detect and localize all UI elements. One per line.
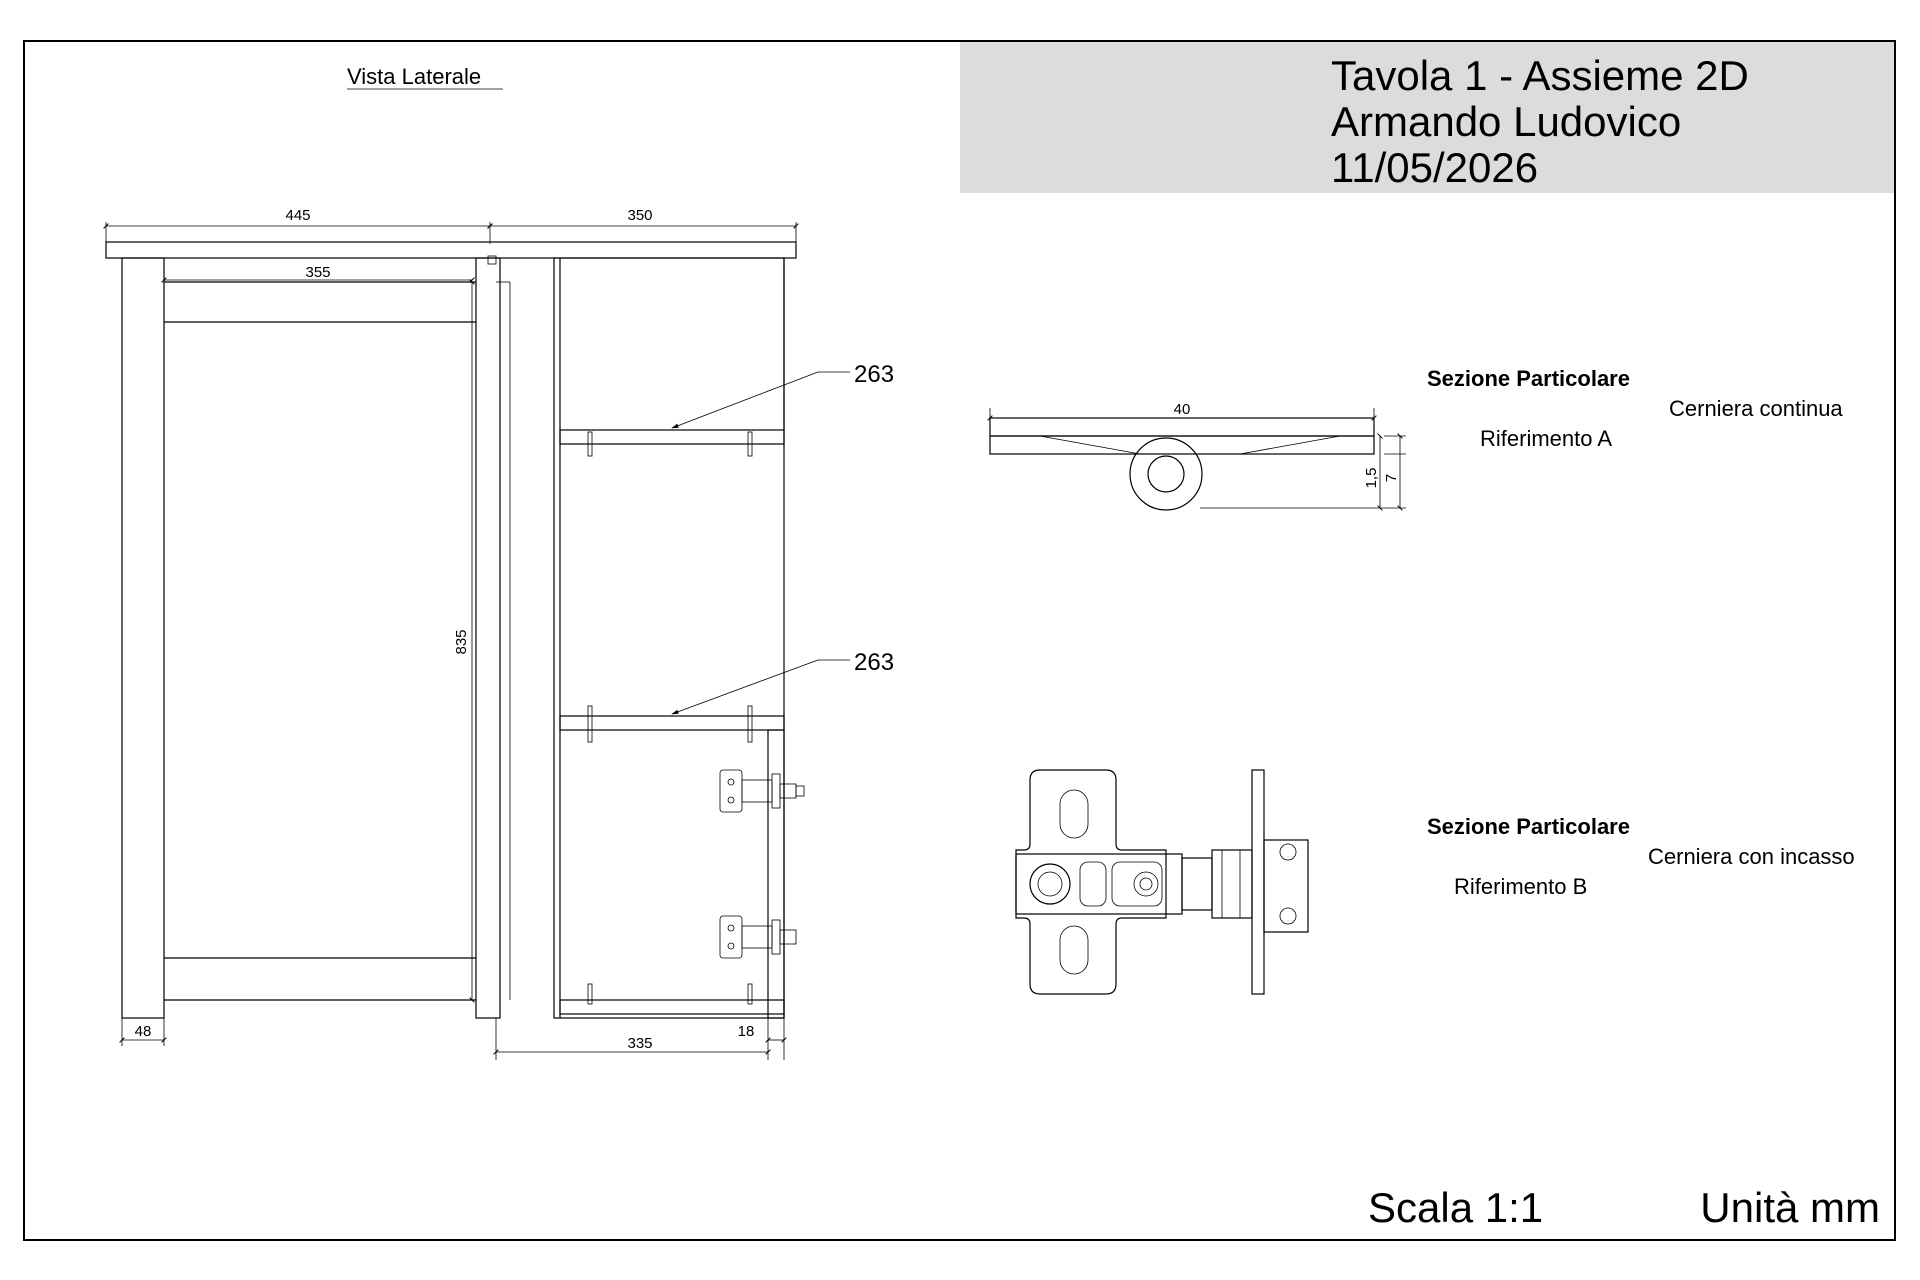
- callout-leader-lower: [672, 660, 818, 714]
- detail-b: [1016, 770, 1855, 994]
- hinge-cup-icon: [1030, 864, 1070, 904]
- callout-upper: 263: [854, 361, 895, 388]
- callout-lower: 263: [854, 649, 895, 676]
- dim-445: 445: [285, 207, 311, 224]
- dim-48: 48: [134, 1023, 152, 1040]
- detail-a: [990, 366, 1843, 510]
- dim-355: 355: [305, 264, 331, 281]
- detail-a-heading: Sezione Particolare: [1427, 366, 1630, 391]
- detail-b-heading: Sezione Particolare: [1427, 814, 1630, 839]
- top-board: [106, 242, 796, 258]
- side-view-label: Vista Laterale: [347, 64, 482, 89]
- units-label: Unità mm: [1700, 1184, 1880, 1231]
- right-leg: [476, 258, 500, 1018]
- shelf-bottom: [560, 1000, 784, 1014]
- hinge-upper-icon: [720, 770, 804, 812]
- callout-leader-upper: [672, 372, 818, 428]
- author-name: Armando Ludovico: [1331, 98, 1682, 145]
- dim-7: 7: [1383, 473, 1400, 483]
- dim-40: 40: [1173, 401, 1191, 418]
- drawing-date: 11/05/2026: [1331, 144, 1539, 191]
- shelf-lower: [560, 716, 784, 730]
- dim-350: 350: [627, 207, 653, 224]
- side-view: [106, 64, 894, 1060]
- cabinet-door: [768, 730, 784, 1018]
- dim-335: 335: [627, 1035, 653, 1052]
- dim-1-5: 1,5: [1363, 467, 1380, 489]
- hinge-pin-icon: [1130, 438, 1202, 510]
- detail-a-reference: Riferimento A: [1480, 426, 1613, 451]
- dim-18: 18: [737, 1023, 755, 1040]
- cabinet-side: [554, 258, 784, 1018]
- detail-a-subtitle: Cerniera continua: [1669, 396, 1843, 421]
- detail-b-reference: Riferimento B: [1454, 874, 1588, 899]
- dim-835: 835: [453, 629, 470, 655]
- detail-b-subtitle: Cerniera con incasso: [1648, 844, 1855, 869]
- left-leg: [122, 258, 164, 1018]
- scale-label: Scala 1:1: [1368, 1184, 1544, 1231]
- hinge-leaf: [990, 418, 1374, 436]
- drawing-title: Tavola 1 - Assieme 2D: [1331, 52, 1749, 99]
